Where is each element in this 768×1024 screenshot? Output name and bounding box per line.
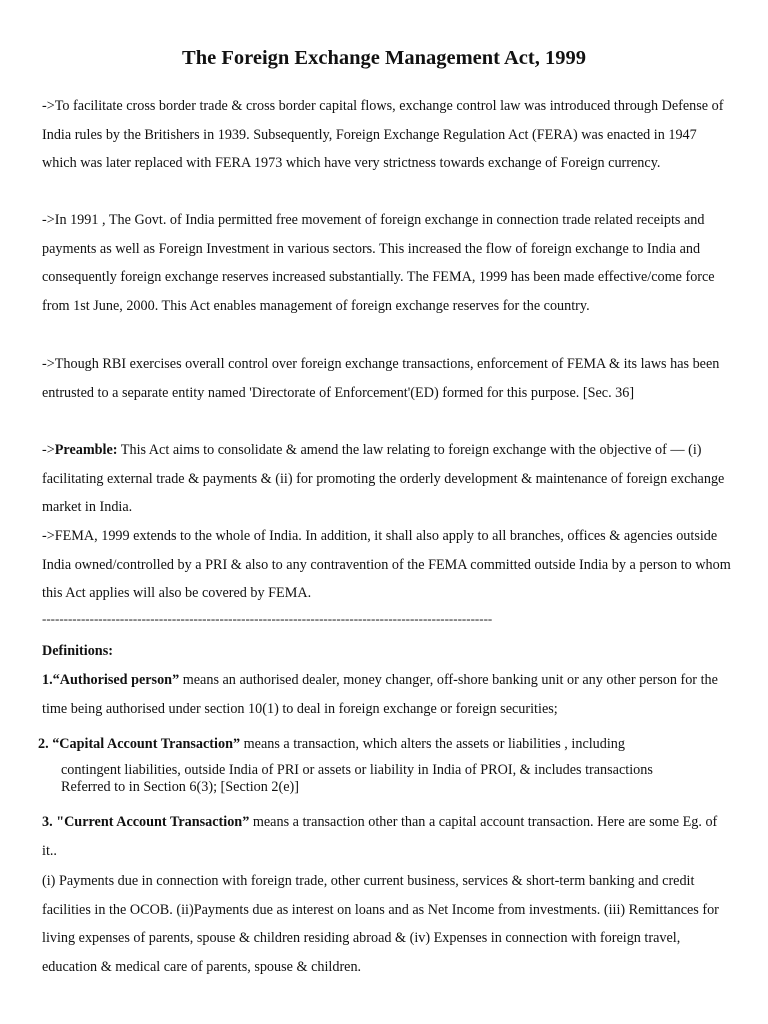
definition-2-continuation: [61, 762, 721, 796]
preamble-text: This Act aims to consolidate & amend the law relating to foreign exchange with the objective of — (i) facilitating external trade & payments & (ii) for promoting the orderly development & maintenance of foreign exchange market in India.: [42, 442, 725, 516]
definition-3-term: 3. "Current Account Transaction”: [42, 814, 250, 830]
section-divider: --------------------------------------------------------------------------------------------------------: [42, 611, 493, 626]
page-title: The Foreign Exchange Management Act, 1999: [182, 47, 586, 69]
definition-2-line-2: Referred to in Section 6(3); [Section 2(e)]: [61, 779, 299, 795]
definition-capital-account: [38, 730, 728, 758]
paragraph-1991-liberalisation: ->In 1991 , The Govt. of India permitted free movement of foreign exchange in connection trade related receipts and payments as well as Foreign Investment in various sectors. This increased the flow of foreign exchange to India and consequently foreign exchange reserves increased substantially. The FEMA, 1999 has been made effective/come force from 1st June, 2000. This Act enables management of foreign exchange reserves for the country.: [42, 212, 715, 315]
preamble-label: Preamble:: [54, 442, 118, 458]
definition-2-text: means a transaction, which alters the assets or liabilities , including: [240, 736, 625, 752]
definition-3-text: means a transaction other than a capital account transaction. Here are some Eg. of it..: [42, 814, 718, 859]
definition-1-term: 1.“Authorised person”: [42, 672, 180, 688]
definition-current-account: [42, 808, 732, 865]
definition-authorised-person: [42, 666, 732, 723]
definition-3-examples: (i) Payments due in connection with foreign trade, other current business, services & short-term banking and credit facilities in the OCOB. (ii)Payments due as interest on loans and as Net Income from investments. (iii) Remittances for living expenses of parents, spouse & children residing abroad & (iv) Expenses in connection with foreign travel, education & medical care of parents, spouse & children.: [42, 873, 719, 976]
definitions-heading: Definitions:: [42, 643, 113, 659]
paragraph-history: ->To facilitate cross border trade & cross border capital flows, exchange control law was introduced through Defense of India rules by the Britishers in 1939. Subsequently, Foreign Exchange Regulation Act (FERA) was enacted in 1947 which was later replaced with FERA 1973 which have very strictness towards exchange of Foreign currency.: [42, 98, 724, 172]
paragraph-enforcement: ->Though RBI exercises overall control over foreign exchange transactions, enforcement of FEMA & its laws has been entrusted to a separate entity named 'Directorate of Enforcement'(ED) formed for this purpose. [Sec. 36]: [42, 356, 720, 401]
definition-1-text: means an authorised dealer, money changer, off-shore banking unit or any other person for the time being authorised under section 10(1) to deal in foreign exchange or foreign securities;: [42, 672, 718, 717]
definition-2-line-1: contingent liabilities, outside India of PRI or assets or liability in India of PROI, & includes transactions: [61, 762, 653, 778]
definition-2-term: 2. “Capital Account Transaction”: [38, 736, 241, 752]
paragraph-preamble: [42, 436, 732, 522]
preamble-prefix: ->: [42, 442, 55, 458]
paragraph-extent: ->FEMA, 1999 extends to the whole of India. In addition, it shall also apply to all branches, offices & agencies outside India owned/controlled by a PRI & also to any contravention of the FEMA committed outside India by a person to whom this Act applies will also be covered by FEMA.: [42, 528, 731, 602]
